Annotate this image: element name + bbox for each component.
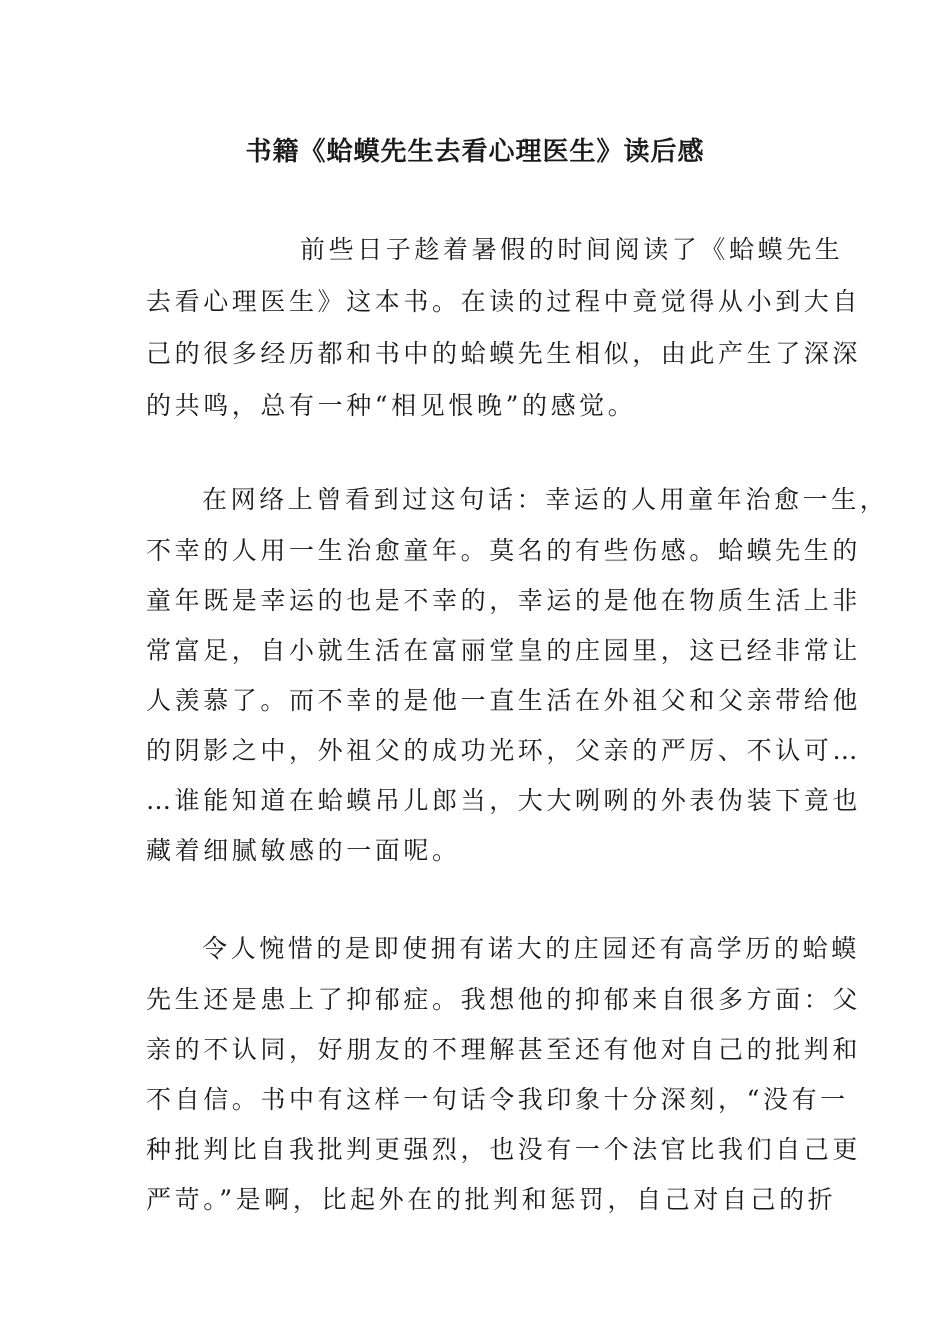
paragraph-line: 亲的不认同，好朋友的不理解甚至还有他对自己的批判和 (146, 1035, 862, 1064)
paragraph-line: 的阴影之中，外祖父的成功光环，父亲的严厉、不认可… (146, 736, 862, 765)
paragraph-line: 严苛。”是啊，比起外在的批判和惩罚，自己对自己的折 (146, 1185, 837, 1214)
paragraph-line: 常富足，自小就生活在富丽堂皇的庄园里，这已经非常让 (146, 636, 862, 665)
paragraph-line: 己的很多经历都和书中的蛤蟆先生相似，由此产生了深深 (146, 339, 862, 368)
paragraph-line: 不自信。书中有这样一句话令我印象十分深刻，“没有一 (146, 1085, 849, 1114)
document-title: 书籍《蛤蟆先生去看心理医生》读后感 (245, 137, 705, 167)
paragraph-line: 去看心理医生》这本书。在读的过程中竟觉得从小到大自 (146, 287, 862, 316)
paragraph-line: …谁能知道在蛤蟆吊儿郎当，大大咧咧的外表伪装下竟也 (146, 786, 862, 815)
paragraph-line: 的共鸣，总有一种“相见恨晚”的感觉。 (146, 391, 637, 420)
paragraph-line: 童年既是幸运的也是不幸的，幸运的是他在物质生活上非 (146, 586, 862, 615)
paragraph-line: 藏着细腻敏感的一面呢。 (146, 836, 461, 865)
paragraph-line: 前些日子趁着暑假的时间阅读了《蛤蟆先生 (300, 235, 844, 264)
paragraph-line: 令人惋惜的是即使拥有诺大的庄园还有高学历的蛤蟆 (202, 934, 860, 963)
paragraph-line: 人羡慕了。而不幸的是他一直生活在外祖父和父亲带给他 (146, 686, 862, 715)
paragraph-line: 不幸的人用一生治愈童年。莫名的有些伤感。蛤蟆先生的 (146, 536, 862, 565)
paragraph-line: 在网络上曾看到过这句话：幸运的人用童年治愈一生， (202, 485, 889, 514)
paragraph-line: 先生还是患上了抑郁症。我想他的抑郁来自很多方面：父 (146, 985, 862, 1014)
paragraph-line: 种批判比自我批判更强烈，也没有一个法官比我们自己更 (146, 1135, 862, 1164)
